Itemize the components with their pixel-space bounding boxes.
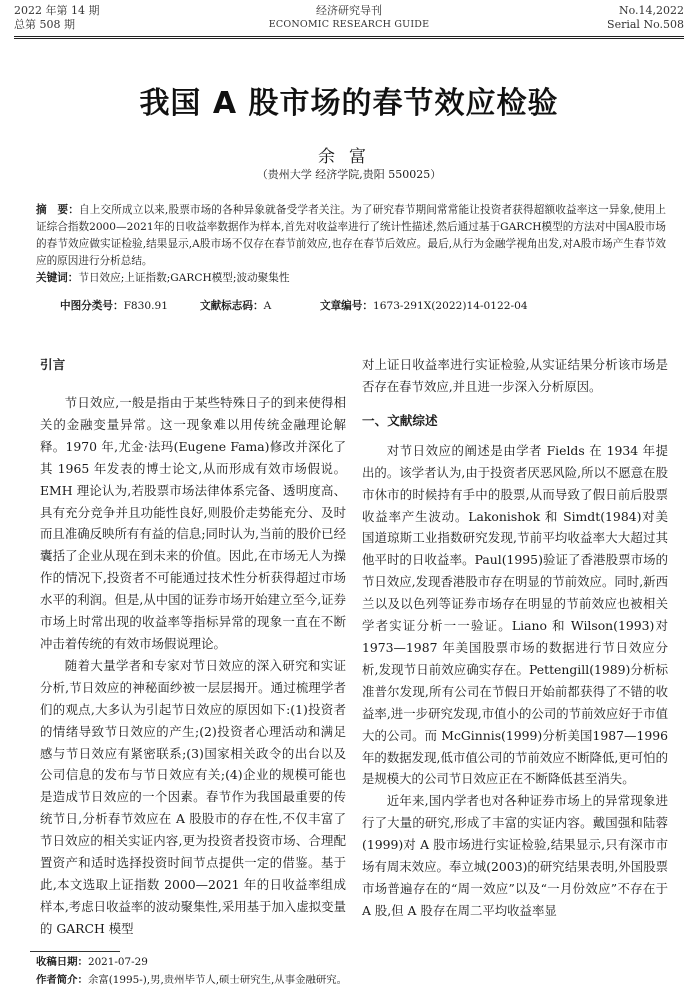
- serial-number-cn: 总第 508 期: [14, 18, 75, 31]
- body-column-left: [40, 354, 346, 940]
- header-rule: [14, 36, 684, 37]
- issue-number-en: No.14,2022: [618, 4, 684, 17]
- journal-name-cn: 经济研究导刊: [316, 4, 382, 17]
- serial-number-en: Serial No.508: [607, 18, 684, 31]
- author-affiliation: （贵州大学 经济学院,贵阳 550025）: [256, 168, 442, 181]
- keywords-label: 关键词：: [36, 272, 79, 284]
- intro-heading: 引言: [40, 357, 66, 372]
- header-rule-thin: [14, 38, 684, 39]
- abstract-text: 自上交所成立以来,股票市场的各种异象就备受学者关注。为了研究春节期间常常能让投资者获得超额收益率这一异象,使用上证综合指数2000—2021年的日收益率数据作为样本,首先对收益率进行了统计性描述,然后通过基于GARCH模型的方法对中国A股市场的春节效应做实证检验,结果显示,A股市场不仅存在春节前效应,也存在春节后效应。最后,从行为金融学视角出发,对A股市场产生春节效应的原因进行分析总结。: [36, 204, 667, 267]
- review-paragraph-1: 对节日效应的阐述是由学者 Fields 在 1934 年提出的。该学者认为,由于投资者厌恶风险,所以不愿意在股市休市的时候持有手中的股票,从而导致了假日前后股票收益率产生波动。Lakonishok 和 Simdt(1984)对美国道琼斯工业指数研究发现,节前平均收益率大大超过其他平时的日收益率。Paul(1995)验证了香港股票市场的节日效应,发现香港股市存在明显的节前效应。同时,新西兰以及以色列等证券市场存在明显的节前效应也被相关学者实证分析一一验证。Liano 和 Wilson(1993)对 1973—1987 年美国股票市场的数据进行节日效应分析,发现节日前效应确实存在。Pettengill(1989)分析标准普尔发现,所有公司在节假日开始前都获得了不错的收益率,进一步研究发现,市值小的公司的节前效应好于市值大的公司。而 McGinnis(1999)分析美国1987—1996 年的数据发现,低市值公司的节前效应不断降低,更可怕的是规模大的公司节日效应正在不断降低甚至消失。: [362, 442, 668, 787]
- document-code: 文献标志码：A: [200, 300, 272, 312]
- abstract: [36, 202, 666, 287]
- article-number: 文章编号：1673-291X(2022)14-0122-04: [320, 300, 528, 312]
- article-title: 我国 A 股市场的春节效应检验: [139, 86, 559, 121]
- footnote-rule: [30, 951, 120, 952]
- keywords-text: 节日效应;上证指数;GARCH模型;波动聚集性: [78, 272, 290, 284]
- issue-info-en: [607, 4, 684, 32]
- keywords: [36, 270, 666, 287]
- intro-continuation: 对上证日收益率进行实证检验,从实证结果分析该市场是否存在春节效应,并且进一步深入分析原因。: [362, 357, 668, 394]
- review-paragraph-2: 近年来,国内学者也对各种证券市场上的异常现象进行了大量的研究,形成了丰富的实证内容。戴国强和陆蓉(1999)对 A 股市场进行实证检验,结果显示,只有深市市场有周末效应。奉立城(2003)的研究结果表明,外国股票市场普遍存在的“周一效应”以及“一月份效应”不存在于 A 股,但 A 股存在周二平均收益率显: [362, 793, 668, 918]
- body-column-right: [362, 354, 668, 922]
- abstract-label: 摘 要：: [36, 204, 79, 216]
- intro-paragraph-1: 节日效应,一般是指由于某些特殊日子的到来使得相关的金融变量异常。这一现象难以用传统金融理论解释。1970 年,尤金·法玛(Eugene Fama)修改并深化了其 1965 年发表的博士论文,从而形成有效市场假说。EMH 理论认为,若股票市场法律体系完备、透明度高、具有充分竞争并且功能性良好,则股价走势能充分、及时而且准确反映所有有益的信息;同时认为,当前的股价已经囊括了企业从现在到未来的价值。因此,在市场无人为操作的情况下,投资者不可能通过技术性分析获得超过市场水平的利润。但是,从中国的证券市场开始建立至今,证券市场上时常出现的收益率等指标异常的现象一直在不断冲击着传统的有效市场假说理论。: [40, 395, 346, 651]
- issue-number: 2022 年第 14 期: [14, 4, 100, 17]
- review-heading: 一、文献综述: [362, 412, 438, 428]
- journal-name-en: ECONOMIC RESEARCH GUIDE: [268, 19, 430, 30]
- clc-code: 中图分类号：F830.91: [60, 300, 168, 312]
- intro-paragraph-2: 随着大量学者和专家对节日效应的深入研究和实证分析,节日效应的神秘面纱被一层层揭开。通过梳理学者们的观点,大多认为引起节日效应的原因如下:(1)投资者的情绪导致节日效应的产生;(2)投资者心理活动和满足感与节日效应有紧密联系;(3)国家相关政令的出台以及公司信息的发布与节日效应有关;(4)企业的规模可能也是造成节日效应的一个因素。春节作为我国最重要的传统节日,分析春节效应在 A 股股市的存在性,不仅丰富了节日效应的相关实证内容,更为投资者投资市场、合理配置资产和适时选择投资时间节点提供一定的借鉴。基于此,本文选取上证指数 2000—2021 年的日收益率组成样本,考虑日收益率的波动聚集性,采用基于加入虚拟变量的 GARCH 模型: [40, 657, 346, 936]
- author-bio: 作者简介：余富(1995-),男,贵州毕节人,硕士研究生,从事金融研究。: [36, 974, 348, 986]
- received-date: 收稿日期：2021-07-29: [36, 956, 148, 968]
- author-name: 余富: [318, 147, 380, 167]
- journal-name: [0, 4, 698, 32]
